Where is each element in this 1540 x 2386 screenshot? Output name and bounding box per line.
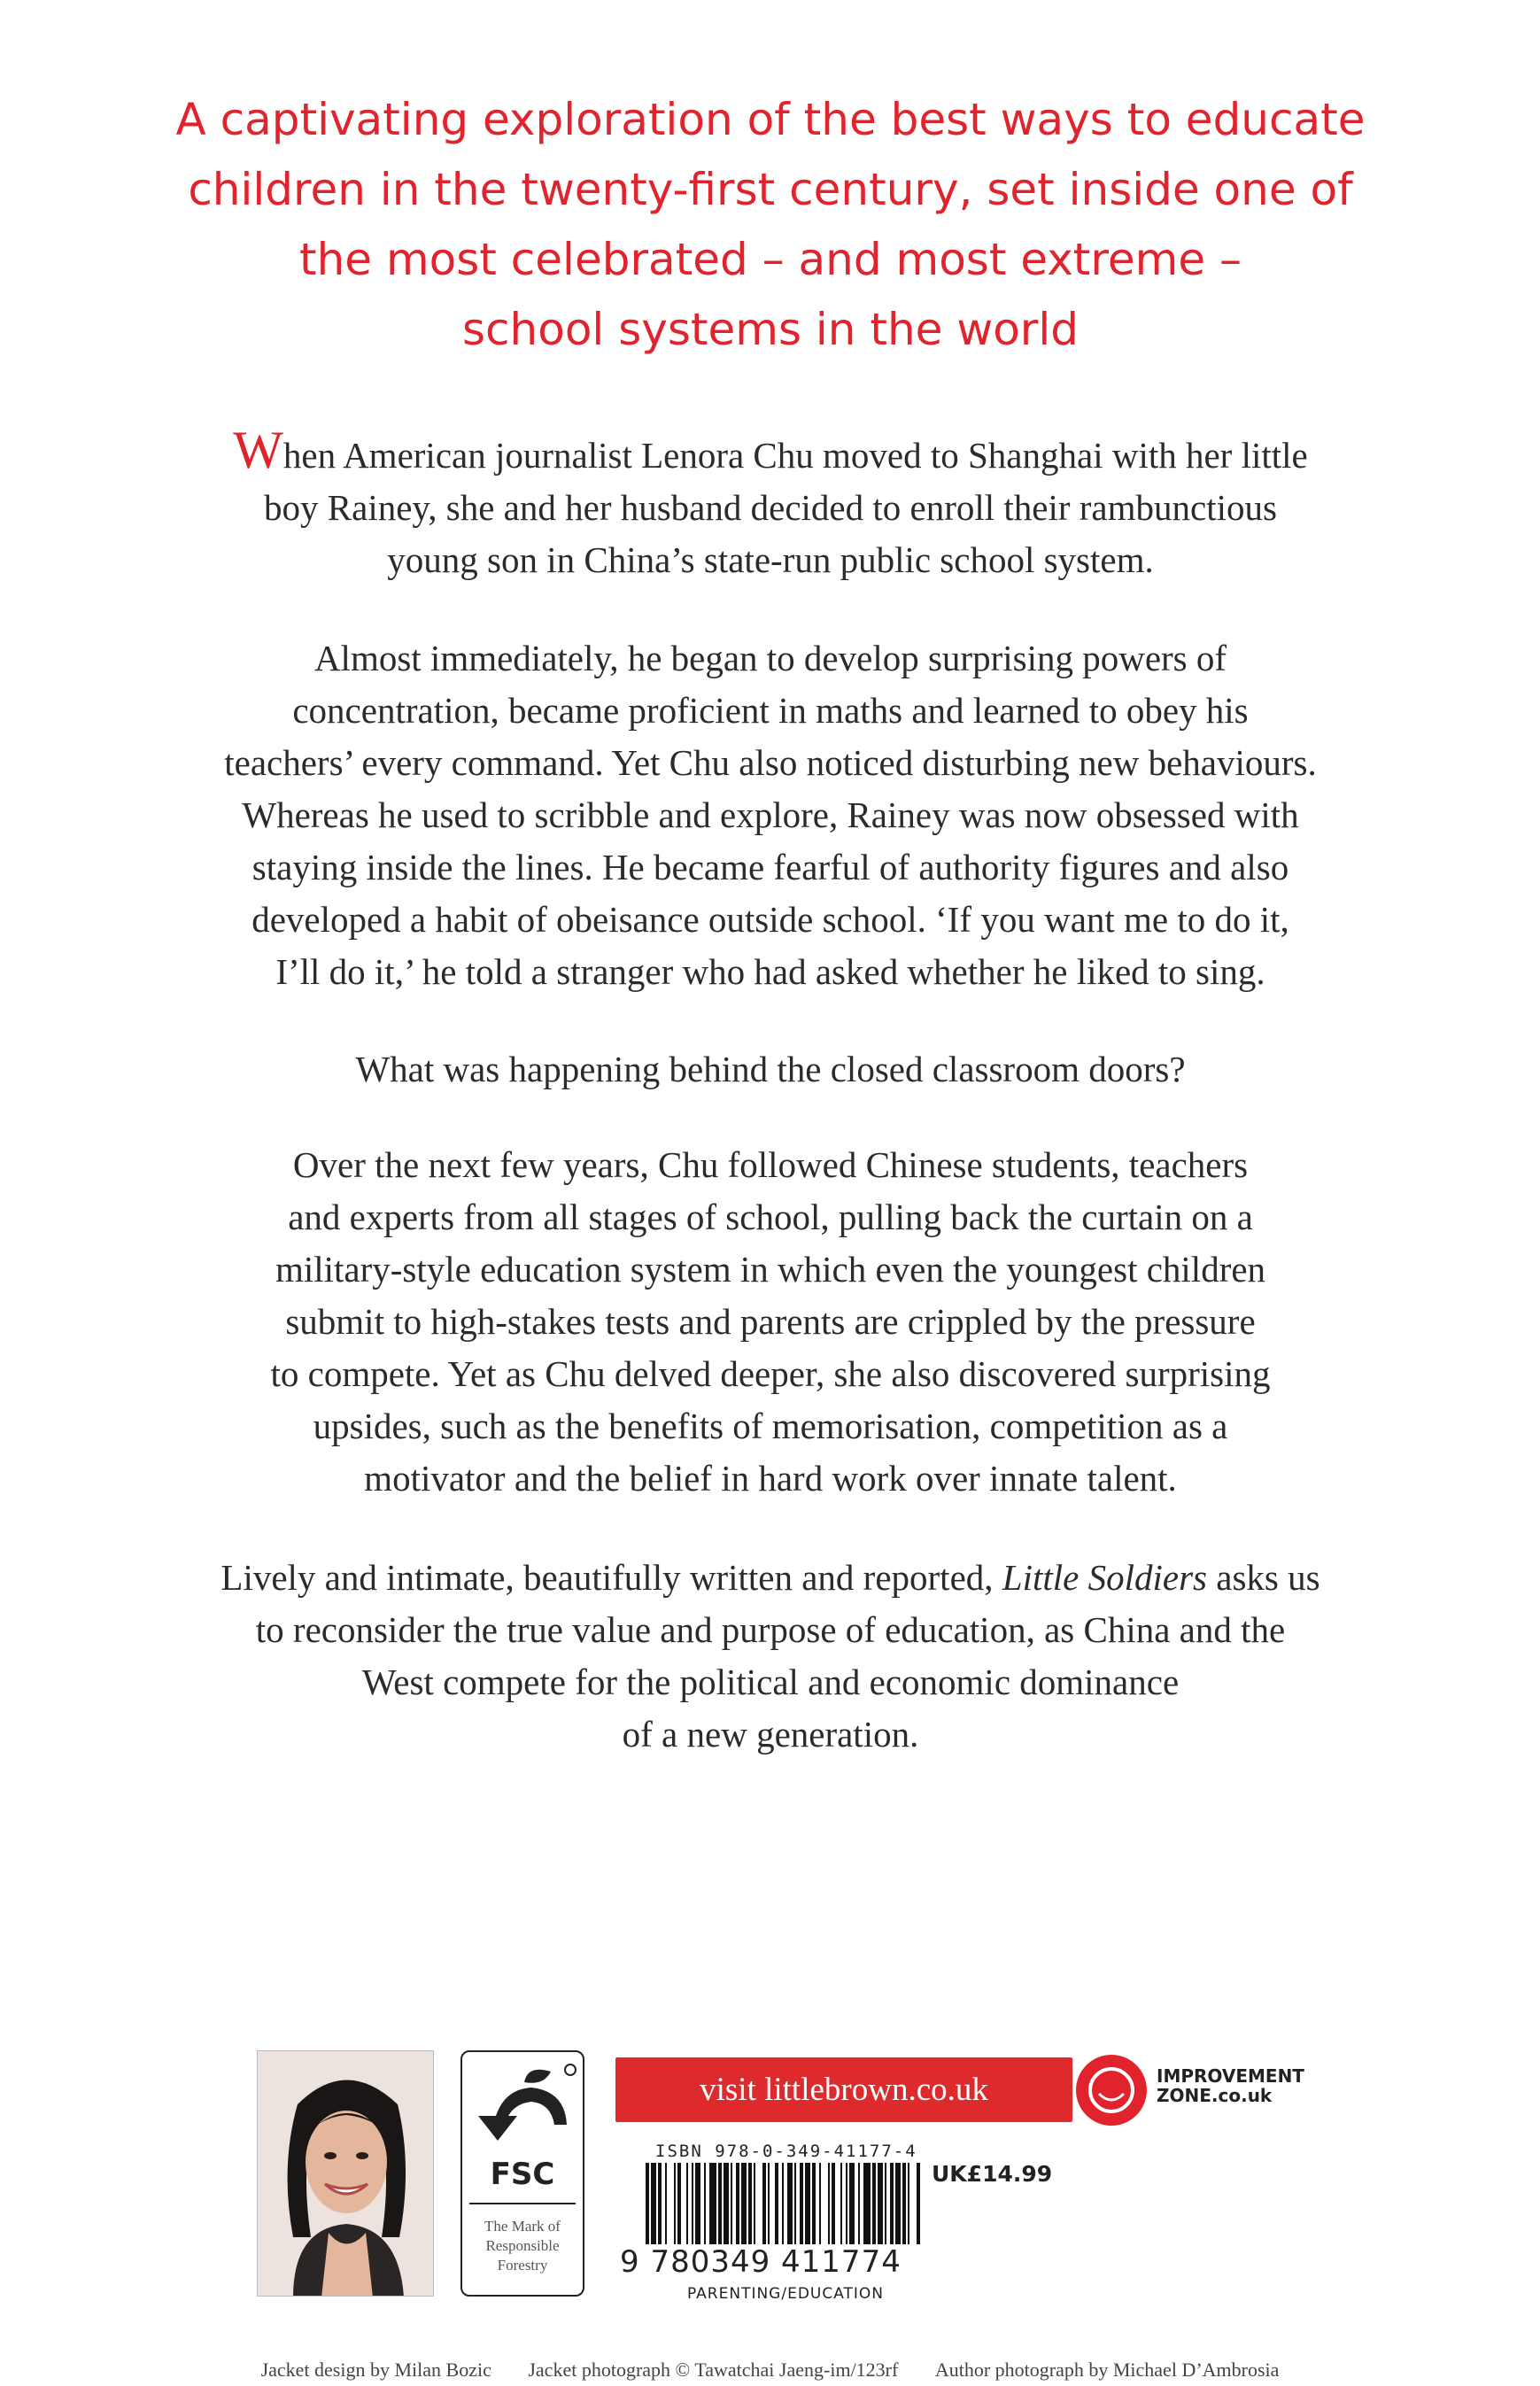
credit-jacket-photo: Jacket photograph © Tawatchai Jaeng-im/123rf xyxy=(528,2359,899,2381)
blurb-line xyxy=(97,1552,1443,1604)
blurb-text: hen American journalist Lenora Chu moved to Shanghai with her little xyxy=(282,435,1308,476)
tagline xyxy=(106,85,1435,365)
author-portrait-image xyxy=(258,2051,434,2297)
blurb-paragraph-1 xyxy=(97,421,1443,586)
blurb-line: teachers’ every command. Yet Chu also noticed disturbing new behaviours. xyxy=(224,742,1317,783)
author-photo xyxy=(257,2050,434,2297)
blurb-line: to compete. Yet as Chu delved deeper, she also discovered surprising xyxy=(270,1353,1271,1394)
fsc-mark-line: The Mark of xyxy=(484,2218,561,2235)
isbn-text: ISBN 978-0-349-41177-4 xyxy=(655,2142,917,2161)
blurb-line: of a new generation. xyxy=(622,1714,919,1755)
fsc-logo xyxy=(460,2050,584,2297)
fsc-mark-text xyxy=(468,2217,577,2275)
fsc-tree-icon xyxy=(462,2052,586,2157)
blurb-paragraph-4 xyxy=(97,1139,1443,1505)
improvement-zone-logo-icon xyxy=(1074,2053,1149,2127)
blurb-text: asks us xyxy=(1207,1557,1320,1598)
tagline-line: the most celebrated – and most extreme – xyxy=(299,234,1242,285)
price-label: UK£14.99 xyxy=(932,2161,1053,2187)
credits-line xyxy=(0,2359,1540,2382)
blurb-paragraph-2 xyxy=(97,632,1443,998)
fsc-mark-line: Responsible xyxy=(485,2237,560,2254)
blurb-paragraph-5 xyxy=(97,1552,1443,1761)
tagline-line: children in the twenty-first century, set inside one of xyxy=(188,164,1353,215)
blurb-line: Almost immediately, he began to develop surprising powers of xyxy=(313,638,1227,678)
blurb-line: West compete for the political and economic dominance xyxy=(361,1662,1180,1702)
blurb-line: to reconsider the true value and purpose of education, as China and the xyxy=(255,1609,1286,1650)
blurb-line: military-style education system in which even the youngest children xyxy=(275,1249,1266,1290)
blurb-line: motivator and the belief in hard work over innate talent. xyxy=(364,1458,1177,1499)
drop-cap: W xyxy=(233,421,283,479)
blurb-line: staying inside the lines. He became fearful of authority figures and also xyxy=(252,847,1289,887)
fsc-divider xyxy=(469,2203,576,2204)
tagline-line: A captivating exploration of the best ways to educate xyxy=(175,94,1366,145)
blurb-line xyxy=(97,421,1443,482)
blurb-line: Over the next few years, Chu followed Chinese students, teachers xyxy=(292,1144,1249,1185)
blurb-line: and experts from all stages of school, pulling back the curtain on a xyxy=(288,1197,1253,1237)
tagline-line: school systems in the world xyxy=(462,304,1079,355)
iz-line: ZONE.co.uk xyxy=(1157,2085,1273,2106)
blurb-line: upsides, such as the benefits of memorisation, competition as a xyxy=(313,1406,1228,1446)
book-title: Little Soldiers xyxy=(1002,1557,1207,1598)
category-label: PARENTING/EDUCATION xyxy=(687,2285,885,2303)
publisher-website-banner: visit littlebrown.co.uk xyxy=(615,2057,1072,2122)
credit-author-photo: Author photograph by Michael D’Ambrosia xyxy=(934,2359,1280,2381)
credit-jacket-design: Jacket design by Milan Bozic xyxy=(260,2359,491,2381)
blurb-paragraph-3 xyxy=(97,1043,1443,1096)
blurb-line: developed a habit of obeisance outside school. ‘If you want me to do it, xyxy=(252,899,1289,940)
fsc-label: FSC xyxy=(490,2157,555,2192)
blurb-text: Lively and intimate, beautifully written and reported, xyxy=(221,1557,1002,1598)
iz-line: IMPROVEMENT xyxy=(1157,2065,1304,2087)
blurb-line: young son in China’s state-run public school system. xyxy=(387,539,1154,580)
blurb-line: submit to high-stakes tests and parents are crippled by the pressure xyxy=(285,1301,1256,1342)
improvement-zone-label xyxy=(1157,2066,1304,2105)
barcode-digits: 9 780349 411774 xyxy=(620,2244,902,2280)
blurb-line: Whereas he used to scribble and explore, Rainey was now obsessed with xyxy=(242,794,1299,835)
blurb-line: What was happening behind the closed classroom doors? xyxy=(355,1049,1186,1089)
blurb-line: concentration, became proficient in maths and learned to obey his xyxy=(292,690,1249,731)
blurb-line: boy Rainey, she and her husband decided to enroll their rambunctious xyxy=(264,487,1277,528)
fsc-mark-line: Forestry xyxy=(497,2257,548,2274)
blurb-line: I’ll do it,’ he told a stranger who had asked whether he liked to sing. xyxy=(275,951,1265,992)
